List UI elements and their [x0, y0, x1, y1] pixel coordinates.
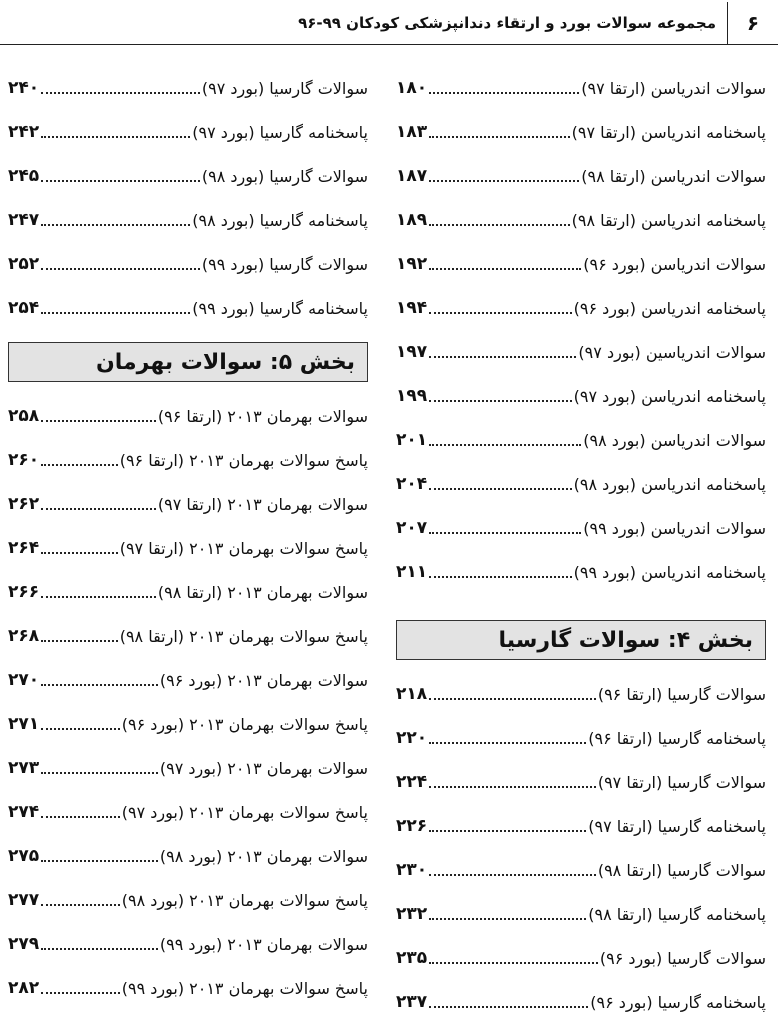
- toc-entry-page-number: ۲۲۰: [396, 728, 428, 748]
- toc-entry-page-number: ۲۱۱: [396, 562, 428, 582]
- toc-entry-page-number: ۲۴۰: [8, 78, 40, 98]
- toc-entry-page-number: ۲۳۰: [396, 860, 428, 880]
- dot-leader: [41, 595, 156, 598]
- dot-leader: [41, 991, 120, 994]
- dot-leader: [41, 311, 190, 314]
- toc-entry[interactable]: [8, 966, 368, 1010]
- toc-entry[interactable]: [8, 570, 368, 614]
- dot-leader: [429, 179, 579, 182]
- spacer: [396, 594, 766, 620]
- toc-entry[interactable]: [8, 746, 368, 790]
- toc-entry[interactable]: [8, 242, 368, 286]
- toc-entry-page-number: ۱۹۷: [396, 342, 428, 362]
- toc-entry-title: سوالات گارسیا (بورد ۹۹): [201, 254, 368, 274]
- toc-entry-title: پاسخنامه اندریاسن (ارتقا ۹۸): [571, 210, 766, 230]
- toc-entry[interactable]: [8, 790, 368, 834]
- section-heading-behrman: بخش ۵: سوالات بهرمان: [8, 342, 368, 382]
- dot-leader: [41, 815, 120, 818]
- toc-entry-page-number: ۲۷۰: [8, 670, 40, 690]
- toc-entry-page-number: ۲۶۸: [8, 626, 40, 646]
- dot-leader: [429, 1005, 588, 1008]
- toc-entry-title: پاسخ سوالات بهرمان ۲۰۱۳ (ارتقا ۹۸): [119, 626, 368, 646]
- spacer: [396, 660, 766, 672]
- toc-entry-page-number: ۲۶۲: [8, 494, 40, 514]
- toc-entry-title: سوالات گارسیا (بورد ۹۶): [599, 948, 766, 968]
- toc-entry-title: پاسخنامه گارسیا (بورد ۹۶): [590, 992, 766, 1012]
- toc-entry-page-number: ۱۹۲: [396, 254, 428, 274]
- toc-entry[interactable]: [8, 394, 368, 438]
- dot-leader: [41, 419, 156, 422]
- toc-entry-page-number: ۲۰۱: [396, 430, 428, 450]
- toc-entry[interactable]: [8, 658, 368, 702]
- dot-leader: [429, 741, 586, 744]
- toc-entry-title: سوالات اندریاسین (بورد ۹۷): [578, 342, 766, 362]
- toc-entry-title: سوالات اندریاسن (بورد ۹۸): [583, 430, 766, 450]
- toc-entry[interactable]: [8, 110, 368, 154]
- toc-entry-page-number: ۲۰۴: [396, 474, 428, 494]
- toc-entry-title: سوالات بهرمان ۲۰۱۳ (بورد ۹۹): [159, 934, 368, 954]
- toc-entry[interactable]: [8, 198, 368, 242]
- toc-entry-page-number: ۲۵۴: [8, 298, 40, 318]
- toc-entry-title: پاسخنامه اندریاسن (بورد ۹۹): [573, 562, 766, 582]
- toc-entry-title: سوالات بهرمان ۲۰۱۳ (بورد ۹۶): [159, 670, 368, 690]
- toc-entry-title: سوالات بهرمان ۲۰۱۳ (ارتقا ۹۶): [157, 406, 368, 426]
- toc-entry-page-number: ۱۸۳: [396, 122, 428, 142]
- toc-entry-title: پاسخ سوالات بهرمان ۲۰۱۳ (ارتقا ۹۶): [119, 450, 368, 470]
- toc-entry-page-number: ۲۴۷: [8, 210, 40, 230]
- toc-entry-page-number: ۲۶۶: [8, 582, 40, 602]
- toc-entry-page-number: ۱۸۹: [396, 210, 428, 230]
- toc-entry[interactable]: [8, 614, 368, 658]
- toc-list: [396, 672, 766, 1024]
- dot-leader: [429, 829, 586, 832]
- dot-leader: [429, 223, 569, 226]
- dot-leader: [429, 487, 572, 490]
- toc-entry[interactable]: [8, 438, 368, 482]
- toc-entry-title: پاسخنامه اندریاسن (بورد ۹۷): [573, 386, 766, 406]
- dot-leader: [429, 399, 572, 402]
- toc-entry-page-number: ۲۳۵: [396, 948, 428, 968]
- dot-leader: [429, 267, 581, 270]
- toc-entry[interactable]: [396, 550, 766, 594]
- toc-entry[interactable]: [396, 198, 766, 242]
- toc-entry-title: پاسخ سوالات بهرمان ۲۰۱۳ (بورد ۹۶): [121, 714, 368, 734]
- dot-leader: [429, 443, 581, 446]
- toc-entry-title: سوالات اندریاسن (ارتقا ۹۷): [581, 78, 766, 98]
- dot-leader: [429, 961, 598, 964]
- toc-entry-page-number: ۲۳۷: [396, 992, 428, 1012]
- spacer: [8, 382, 368, 394]
- toc-entry-title: سوالات بهرمان ۲۰۱۳ (ارتقا ۹۷): [157, 494, 368, 514]
- toc-entry-page-number: ۲۷۹: [8, 934, 40, 954]
- dot-leader: [429, 785, 596, 788]
- toc-entry-title: سوالات گارسیا (ارتقا ۹۷): [597, 772, 766, 792]
- toc-entry[interactable]: [396, 462, 766, 506]
- toc-entry[interactable]: [396, 804, 766, 848]
- dot-leader: [41, 179, 200, 182]
- toc-entry[interactable]: [8, 702, 368, 746]
- toc-entry[interactable]: [396, 760, 766, 804]
- toc-entry-page-number: ۲۷۱: [8, 714, 40, 734]
- toc-entry-title: پاسخنامه گارسیا (بورد ۹۹): [192, 298, 368, 318]
- toc-entry[interactable]: [8, 878, 368, 922]
- toc-entry-title: سوالات بهرمان ۲۰۱۳ (بورد ۹۸): [159, 846, 368, 866]
- toc-entry-page-number: ۲۸۲: [8, 978, 40, 998]
- toc-entry-page-number: ۲۲۶: [396, 816, 428, 836]
- toc-entry[interactable]: [396, 154, 766, 198]
- toc-entry-page-number: ۱۹۴: [396, 298, 428, 318]
- toc-entry-title: سوالات اندریاسن (بورد ۹۹): [583, 518, 766, 538]
- toc-entry-title: پاسخنامه گارسیا (ارتقا ۹۶): [588, 728, 766, 748]
- toc-entry-title: پاسخنامه گارسیا (ارتقا ۹۸): [588, 904, 766, 924]
- dot-leader: [41, 91, 200, 94]
- toc-entry-title: سوالات گارسیا (ارتقا ۹۸): [597, 860, 766, 880]
- dot-leader: [429, 531, 581, 534]
- toc-entry-page-number: ۲۱۸: [396, 684, 428, 704]
- toc-entry-page-number: ۱۸۷: [396, 166, 428, 186]
- toc-entry[interactable]: [396, 848, 766, 892]
- header-rule: [0, 44, 778, 45]
- toc-entry[interactable]: [396, 672, 766, 716]
- toc-entry-title: پاسخنامه گارسیا (ارتقا ۹۷): [588, 816, 766, 836]
- toc-list: [8, 394, 368, 1010]
- toc-entry-page-number: ۲۲۴: [396, 772, 428, 792]
- toc-entry-page-number: ۲۷۵: [8, 846, 40, 866]
- toc-entry-page-number: ۲۴۲: [8, 122, 40, 142]
- toc-entry-title: سوالات گارسیا (بورد ۹۷): [201, 78, 368, 98]
- toc-entry[interactable]: [396, 980, 766, 1024]
- dot-leader: [429, 311, 572, 314]
- toc-entry-page-number: ۱۸۰: [396, 78, 428, 98]
- dot-leader: [41, 551, 118, 554]
- toc-entry-title: سوالات اندریاسن (بورد ۹۶): [583, 254, 766, 274]
- toc-entry[interactable]: [396, 110, 766, 154]
- dot-leader: [429, 873, 596, 876]
- toc-entry[interactable]: [396, 330, 766, 374]
- dot-leader: [41, 223, 190, 226]
- toc-entry[interactable]: [8, 154, 368, 198]
- dot-leader: [41, 683, 158, 686]
- toc-entry-page-number: ۲۳۲: [396, 904, 428, 924]
- toc-entry-page-number: ۲۵۲: [8, 254, 40, 274]
- page-header: [0, 0, 778, 48]
- toc-entry-title: سوالات بهرمان ۲۰۱۳ (ارتقا ۹۸): [157, 582, 368, 602]
- toc-list: [8, 66, 368, 330]
- toc-list: [396, 66, 766, 594]
- toc-entry-title: سوالات بهرمان ۲۰۱۳ (بورد ۹۷): [159, 758, 368, 778]
- toc-column-left: [8, 66, 368, 1010]
- toc-entry[interactable]: [8, 526, 368, 570]
- dot-leader: [429, 91, 579, 94]
- dot-leader: [41, 771, 158, 774]
- toc-entry-title: پاسخ سوالات بهرمان ۲۰۱۳ (بورد ۹۹): [121, 978, 368, 998]
- dot-leader: [41, 639, 118, 642]
- toc-entry-page-number: ۲۶۰: [8, 450, 40, 470]
- toc-entry-title: پاسخ سوالات بهرمان ۲۰۱۳ (بورد ۹۸): [121, 890, 368, 910]
- section-heading-garcia: بخش ۴: سوالات گارسیا: [396, 620, 766, 660]
- toc-entry[interactable]: [8, 922, 368, 966]
- toc-entry[interactable]: [396, 66, 766, 110]
- book-title: مجموعه سوالات بورد و ارتقاء دندانپزشکی کودکان ۹۹-۹۶: [298, 14, 716, 32]
- dot-leader: [41, 859, 158, 862]
- toc-entry[interactable]: [396, 716, 766, 760]
- dot-leader: [429, 355, 576, 358]
- toc-entry-page-number: ۱۹۹: [396, 386, 428, 406]
- toc-entry[interactable]: [8, 286, 368, 330]
- dot-leader: [41, 507, 156, 510]
- toc-entry[interactable]: [8, 834, 368, 878]
- dot-leader: [41, 947, 158, 950]
- toc-entry-title: سوالات اندریاسن (ارتقا ۹۸): [581, 166, 766, 186]
- dot-leader: [429, 135, 569, 138]
- toc-entry-title: سوالات گارسیا (ارتقا ۹۶): [597, 684, 766, 704]
- spacer: [8, 330, 368, 342]
- toc-entry[interactable]: [396, 286, 766, 330]
- dot-leader: [41, 727, 120, 730]
- toc-entry[interactable]: [396, 892, 766, 936]
- toc-entry-title: سوالات گارسیا (بورد ۹۸): [201, 166, 368, 186]
- dot-leader: [41, 135, 190, 138]
- toc-column-right: [396, 66, 766, 1024]
- toc-entry-title: پاسخنامه اندریاسن (بورد ۹۸): [573, 474, 766, 494]
- page-number: ۶: [727, 2, 778, 44]
- toc-entry-page-number: ۲۶۴: [8, 538, 40, 558]
- toc-entry-page-number: ۲۵۸: [8, 406, 40, 426]
- toc-entry[interactable]: [396, 418, 766, 462]
- dot-leader: [41, 463, 118, 466]
- toc-entry-title: پاسخنامه گارسیا (بورد ۹۷): [192, 122, 368, 142]
- toc-entry[interactable]: [396, 242, 766, 286]
- dot-leader: [41, 903, 120, 906]
- toc-entry[interactable]: [396, 936, 766, 980]
- dot-leader: [41, 267, 200, 270]
- dot-leader: [429, 917, 586, 920]
- toc-entry[interactable]: [8, 66, 368, 110]
- toc-entry[interactable]: [396, 374, 766, 418]
- dot-leader: [429, 697, 596, 700]
- toc-entry-title: پاسخنامه اندریاسن (ارتقا ۹۷): [571, 122, 766, 142]
- toc-entry-page-number: ۲۷۴: [8, 802, 40, 822]
- toc-entry-title: پاسخنامه گارسیا (بورد ۹۸): [192, 210, 368, 230]
- dot-leader: [429, 575, 572, 578]
- toc-entry-title: پاسخ سوالات بهرمان ۲۰۱۳ (ارتقا ۹۷): [119, 538, 368, 558]
- toc-entry-page-number: ۲۴۵: [8, 166, 40, 186]
- toc-entry-page-number: ۲۷۷: [8, 890, 40, 910]
- toc-entry-page-number: ۲۷۳: [8, 758, 40, 778]
- toc-entry-page-number: ۲۰۷: [396, 518, 428, 538]
- toc-entry-title: پاسخنامه اندریاسن (بورد ۹۶): [573, 298, 766, 318]
- toc-entry[interactable]: [8, 482, 368, 526]
- toc-entry[interactable]: [396, 506, 766, 550]
- toc-entry-title: پاسخ سوالات بهرمان ۲۰۱۳ (بورد ۹۷): [121, 802, 368, 822]
